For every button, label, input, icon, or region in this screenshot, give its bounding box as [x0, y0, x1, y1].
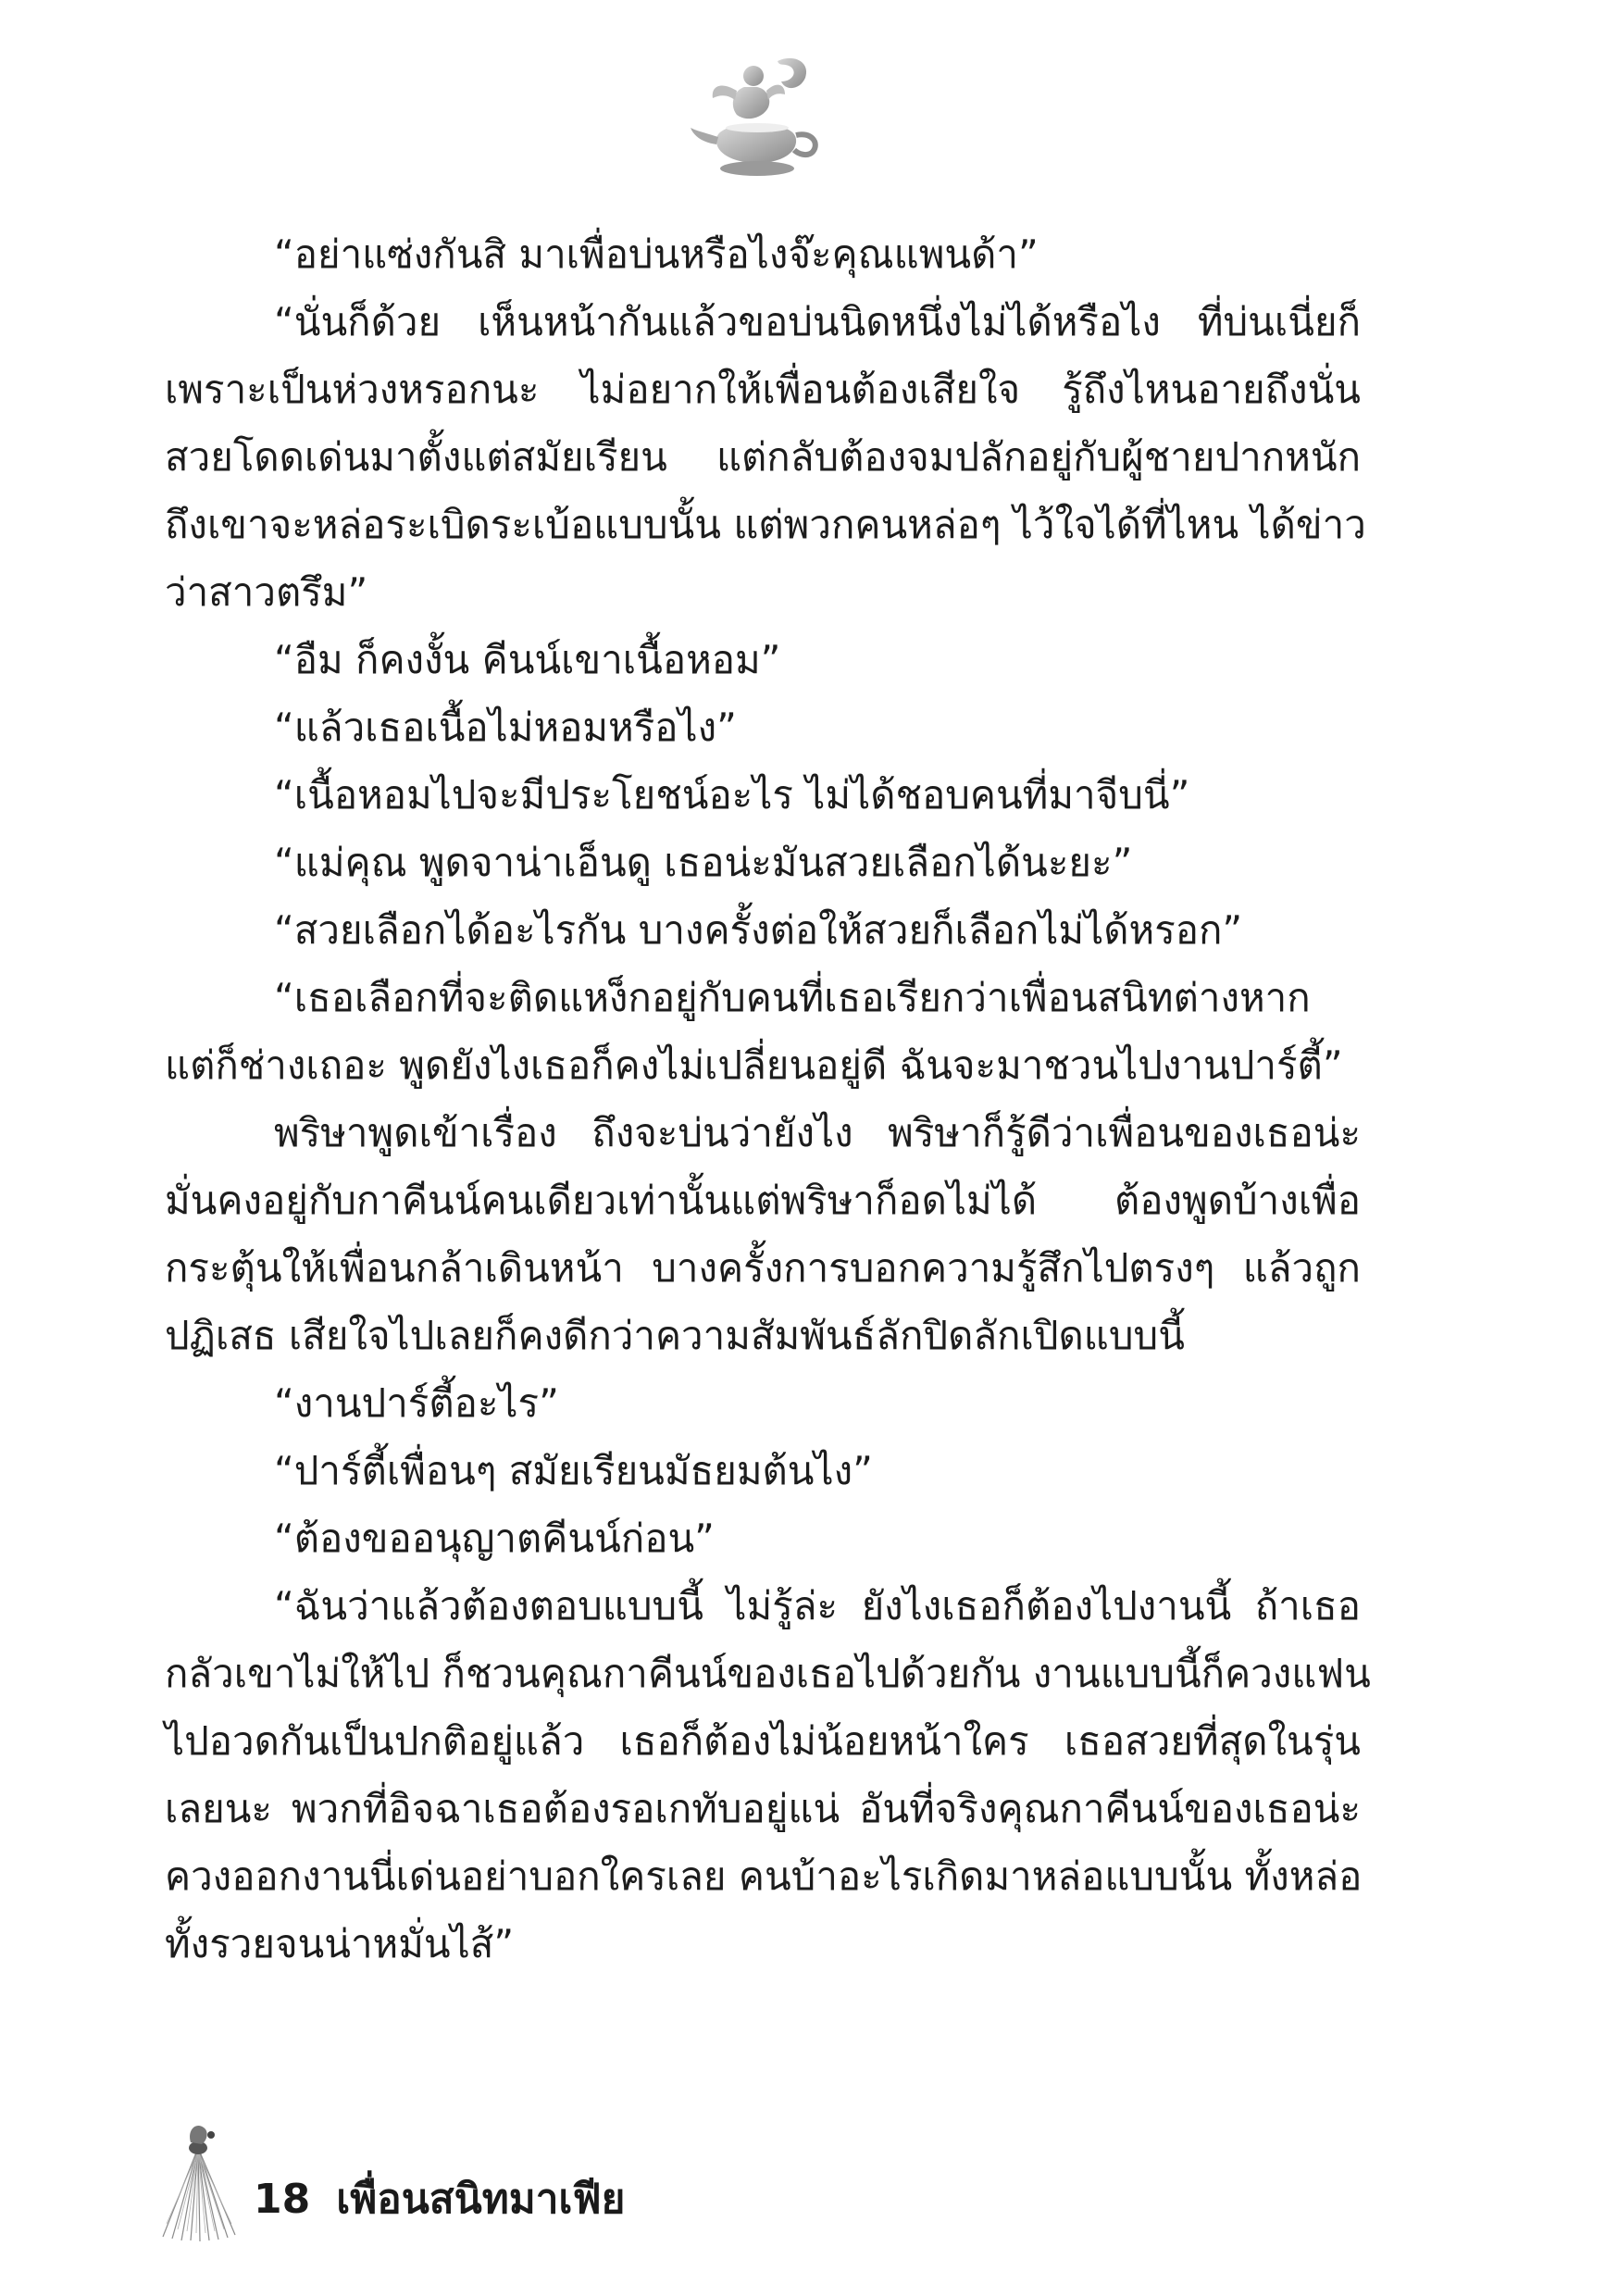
text-line: “เนื้อหอมไปจะมีประโยชน์อะไร ไม่ได้ชอบคนที่มาจีบนี่” — [274, 772, 1190, 817]
text-line: “เธอเลือกที่จะติดแหง็กอยู่กับคนที่เธอเรียกว่าเพื่อนสนิทต่างหาก — [274, 975, 1311, 1020]
footer-text — [254, 2172, 625, 2227]
text-line: เพราะเป็นห่วงหรอกนะ ไม่อยากให้เพื่อนต้องเสียใจ รู้ถึงไหนอายถึงนั่น — [165, 367, 1361, 412]
text-line: ไปอวดกันเป็นปกติอยู่แล้ว เธอก็ต้องไม่น้อยหน้าใคร เธอสวยที่สุดในรุ่น — [165, 1718, 1361, 1764]
text-line: สวยโดดเด่นมาตั้งแต่สมัยเรียน แต่กลับต้องจมปลักอยู่กับผู้ชายปากหนัก — [165, 434, 1361, 480]
text-line: “อย่าแซ่งกันสิ มาเพื่อบ่นหรือไงจ๊ะคุณแพนด้า” — [274, 231, 1039, 277]
text-line: ทั้งรวยจนน่าหมั่นไส้” — [165, 1921, 515, 1966]
text-line: “อืม ก็คงงั้น คีนน์เขาเนื้อหอม” — [274, 637, 781, 682]
text-line: ถึงเขาจะหล่อระเบิดระเบ้อแบบนั้น แต่พวกคนหล่อๆ ไว้ใจได้ที่ไหน ได้ข่าว — [165, 502, 1366, 547]
text-line: ควงออกงานนี่เด่นอย่าบอกใครเลย คนบ้าอะไรเกิดมาหล่อแบบนั้น ทั้งหล่อ — [165, 1853, 1363, 1899]
text-line: “งานปาร์ตี้อะไร” — [274, 1380, 559, 1426]
text-line: “แล้วเธอเนื้อไม่หอมหรือไง” — [274, 705, 737, 750]
text-line: เลยนะ พวกที่อิจฉาเธอต้องรอเกทับอยู่แน่ อันที่จริงคุณกาคีนน์ของเธอน่ะ — [165, 1786, 1361, 1831]
body-text — [165, 220, 1371, 1978]
text-line: กระตุ้นให้เพื่อนกล้าเดินหน้า บางครั้งการบอกความรู้สึกไปตรงๆ แล้วถูก — [165, 1245, 1361, 1291]
book-title: เพื่อนสนิทมาเฟีย — [336, 2176, 626, 2223]
text-line: “นั่นก็ด้วย เห็นหน้ากันแล้วขอบ่นนิดหนึ่งไม่ได้หรือไง ที่บ่นเนี่ยก็ — [274, 299, 1361, 344]
text-line: ว่าสาวตรึม” — [165, 569, 368, 615]
text-line: ปฏิเสธ เสียใจไปเลยก็คงดีกว่าความสัมพันธ์ลักปิดลักเปิดแบบนี้ — [165, 1313, 1185, 1358]
cherub-teapot-icon — [689, 54, 828, 183]
text-line: “ต้องขออนุญาตคีนน์ก่อน” — [274, 1516, 715, 1561]
page-number: 18 — [254, 2176, 311, 2223]
text-line: พริษาพูดเข้าเรื่อง ถึงจะบ่นว่ายังไง พริษาก็รู้ดีว่าเพื่อนของเธอน่ะ — [274, 1110, 1361, 1155]
text-line: แต่ก็ช่างเถอะ พูดยังไงเธอก็คงไม่เปลี่ยนอยู่ดี ฉันจะมาชวนไปงานปาร์ตี้” — [165, 1042, 1343, 1088]
text-line: “ปาร์ตี้เพื่อนๆ สมัยเรียนมัธยมต้นไง” — [274, 1448, 873, 1493]
feather-fan-icon — [156, 2120, 241, 2242]
text-line: กลัวเขาไม่ให้ไป ก็ชวนคุณกาคีนน์ของเธอไปด้วยกัน งานแบบนี้ก็ควงแฟน — [165, 1651, 1371, 1696]
text-line: “ฉันว่าแล้วต้องตอบแบบนี้ ไม่รู้ล่ะ ยังไงเธอก็ต้องไปงานนี้ ถ้าเธอ — [274, 1583, 1361, 1628]
text-line: “แม่คุณ พูดจาน่าเอ็นดู เธอน่ะมันสวยเลือกได้นะยะ” — [274, 840, 1133, 885]
text-line: มั่นคงอยู่กับกาคีนน์คนเดียวเท่านั้นแต่พริษาก็อดไม่ได้ ต้องพูดบ้างเพื่อ — [165, 1178, 1361, 1223]
text-line: “สวยเลือกได้อะไรกัน บางครั้งต่อให้สวยก็เลือกไม่ได้หรอก” — [274, 907, 1243, 953]
page-footer — [156, 2120, 803, 2250]
